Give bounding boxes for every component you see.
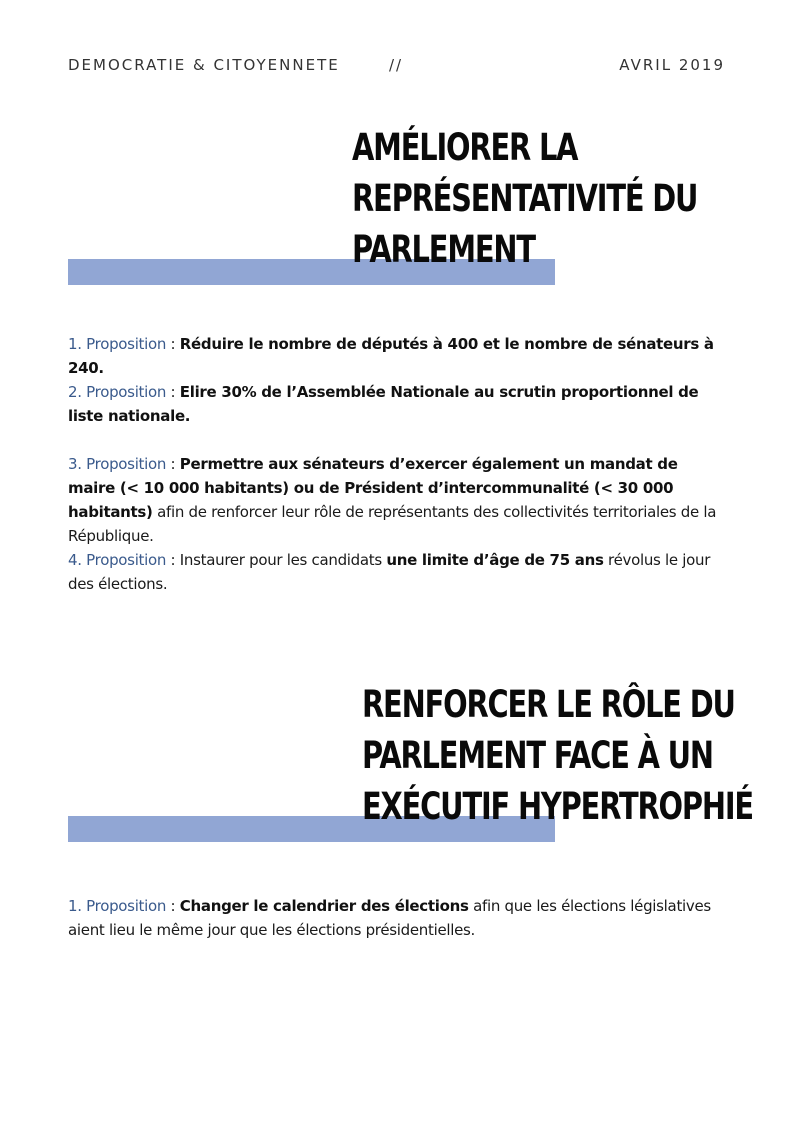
proposition-text: Instaurer pour les candidats: [179, 551, 387, 569]
proposition-number: 4. Proposition: [68, 551, 167, 569]
proposition-bold-text: Changer le calendrier des élections: [179, 897, 469, 915]
page-header: [68, 56, 725, 78]
proposition-bold-text: Elire 30% de l’Assemblée Nationale au scrutin proportionnel de liste nationale.: [68, 383, 699, 425]
proposition-item: [68, 548, 728, 596]
proposition-text: afin que les élections législatives aient lieu le même jour que les élections présidentielles.: [68, 897, 711, 939]
proposition-bold-text: une limite d’âge de 75 ans: [386, 551, 604, 569]
section-1-title: [352, 122, 697, 275]
proposition-item: [68, 380, 728, 428]
section-1-title-line: REPRÉSENTATIVITÉ DU: [352, 177, 698, 220]
proposition-item: [68, 894, 728, 942]
proposition-separator: :: [166, 335, 180, 353]
proposition-number: 2. Proposition: [68, 383, 167, 401]
header-separator: //: [389, 56, 404, 74]
header-date: AVRIL 2019: [619, 56, 725, 74]
proposition-text: afin de renforcer leur rôle de représentants des collectivités territoriales de la République.: [68, 503, 717, 545]
proposition-separator: :: [166, 455, 180, 473]
proposition-number: 3. Proposition: [68, 455, 167, 473]
proposition-bold-text: Réduire le nombre de députés à 400 et le nombre de sénateurs à 240.: [68, 335, 714, 377]
proposition-bold-text: Permettre aux sénateurs d’exercer également un mandat de maire (< 10 000 habitants) ou de Président d’intercommunalité (< 30 000 habitants): [68, 455, 678, 521]
section-2-title-line: EXÉCUTIF HYPERTROPHIÉ: [362, 785, 753, 828]
section-2-title: [362, 679, 753, 832]
section-2-title-line: PARLEMENT FACE À UN: [362, 734, 713, 777]
proposition-number: 1. Proposition: [68, 897, 167, 915]
proposition-separator: :: [166, 551, 180, 569]
proposition-text: révolus le jour des élections.: [68, 551, 711, 593]
proposition-item: [68, 332, 728, 380]
proposition-separator: :: [166, 897, 180, 915]
header-section-label: DEMOCRATIE & CITOYENNETE: [68, 56, 340, 74]
section-2-title-line: RENFORCER LE RÔLE DU: [362, 683, 735, 726]
section-1-title-line: PARLEMENT: [352, 228, 535, 271]
proposition-number: 1. Proposition: [68, 335, 167, 353]
proposition-item: [68, 452, 728, 548]
proposition-separator: :: [166, 383, 180, 401]
section-1-title-line: AMÉLIORER LA: [352, 126, 578, 169]
